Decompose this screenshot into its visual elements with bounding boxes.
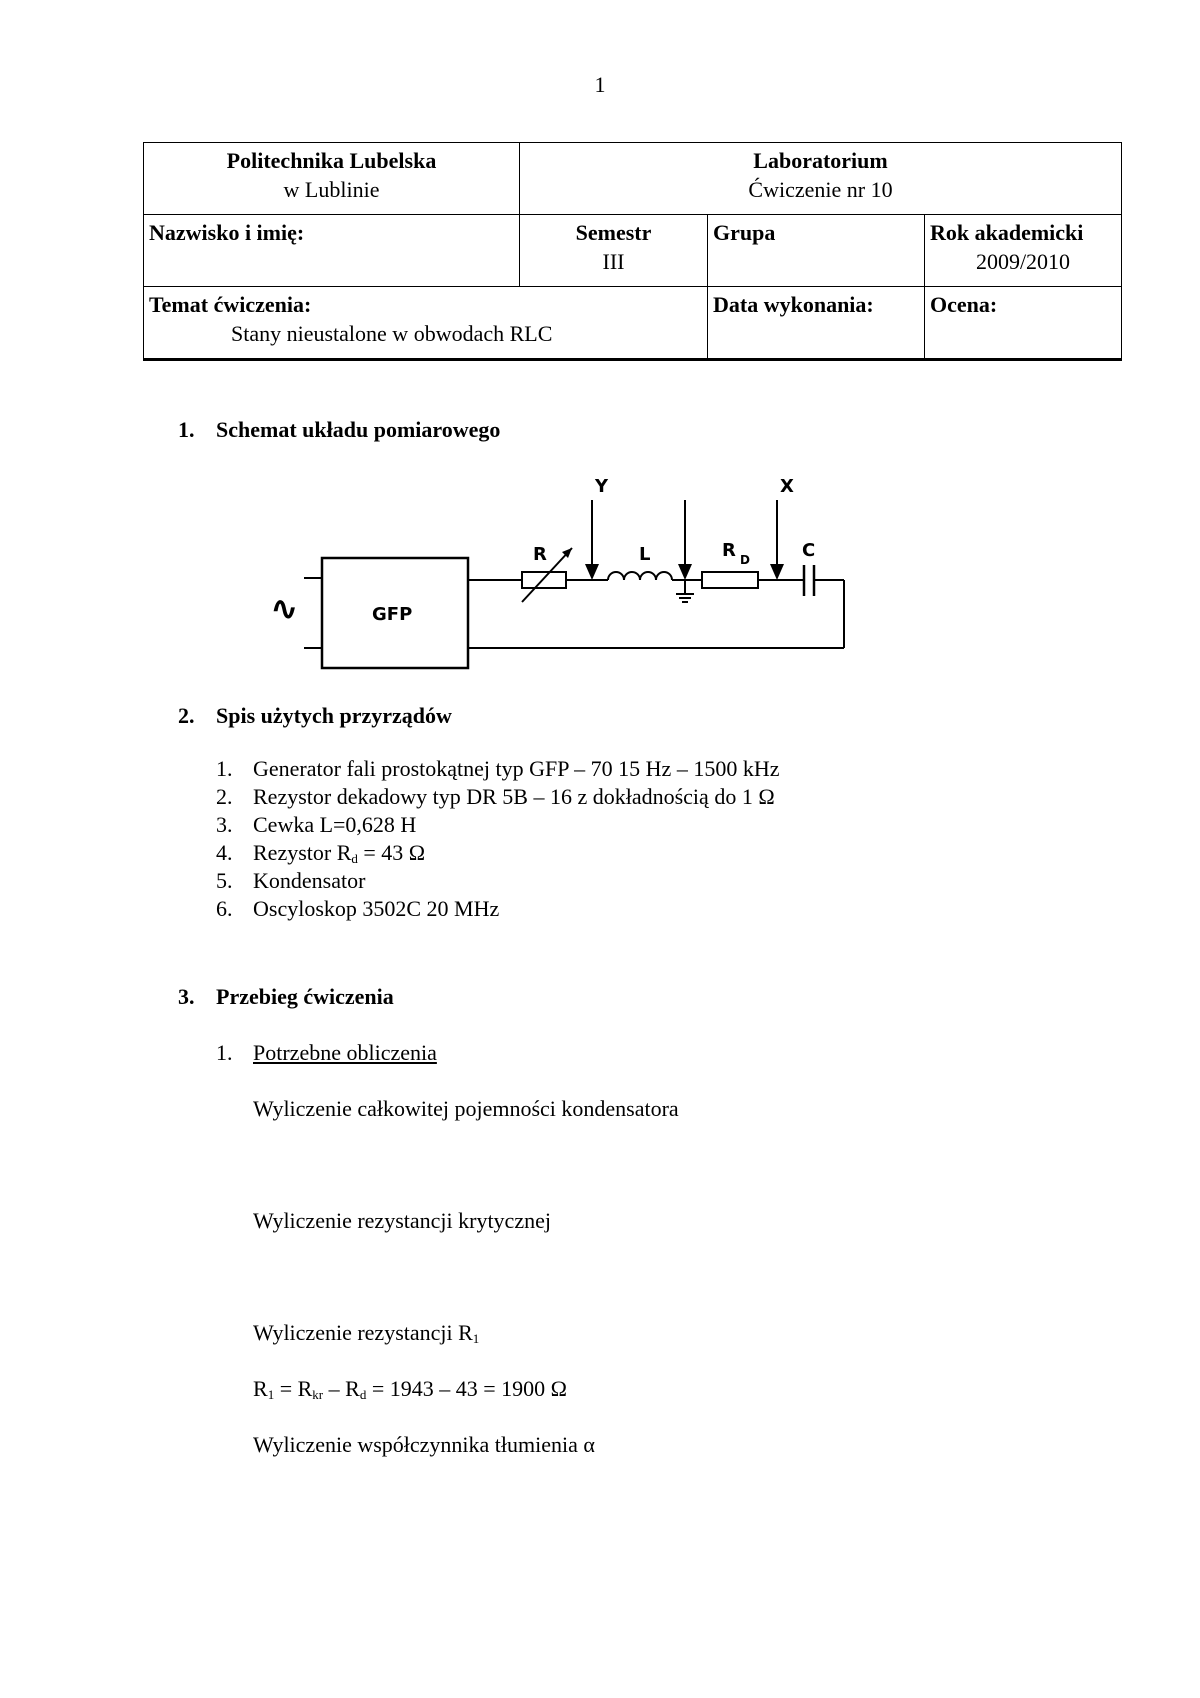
list-item: 3. Cewka L=0,628 H	[216, 812, 417, 837]
section-3-number: 3.	[178, 984, 195, 1009]
year-cell	[925, 215, 1122, 287]
list-item: 1. Generator fali prostokątnej typ GFP – 70 15 Hz – 1500 kHz	[216, 756, 780, 781]
date-cell	[708, 287, 925, 360]
grade-label: Ocena:	[930, 292, 998, 317]
calc-alpha-text: Wyliczenie współczynnika tłumienia α	[253, 1432, 595, 1457]
r-label: R	[533, 544, 547, 565]
inductor	[608, 572, 672, 580]
l-label: L	[639, 544, 651, 565]
section-2-number: 2.	[178, 703, 195, 728]
name-label: Nazwisko i imię:	[149, 220, 305, 245]
subsection-number: 1.	[216, 1040, 233, 1065]
year-label: Rok akademicki	[930, 220, 1084, 245]
topic-label: Temat ćwiczenia:	[149, 292, 312, 317]
section-2-heading	[178, 703, 452, 729]
semester-value: III	[602, 249, 625, 274]
date-label: Data wykonania:	[713, 292, 874, 317]
x-label: X	[780, 476, 794, 497]
resistor-rd	[702, 572, 758, 588]
semester-label: Semestr	[575, 220, 652, 245]
university-name: Politechnika Lubelska	[226, 148, 437, 173]
topic-value: Stany nieustalone w obwodach RLC	[231, 321, 553, 346]
section-1-heading	[178, 417, 500, 443]
page-number: 1	[594, 72, 606, 97]
generator-label: GFP	[372, 604, 413, 625]
rd-label: R	[722, 540, 736, 561]
lab-title: Laboratorium	[753, 148, 888, 173]
circuit-diagram	[270, 470, 870, 680]
list-item: 6. Oscyloskop 3502C 20 MHz	[216, 896, 500, 921]
lab-cell	[520, 143, 1122, 215]
header-table	[143, 142, 1121, 359]
c-label: C	[802, 540, 816, 561]
section-2-title: Spis użytych przyrządów	[216, 703, 452, 728]
list-item: 2. Rezystor dekadowy typ DR 5B – 16 z dokładnością do 1 Ω	[216, 784, 775, 809]
calc-capacitance-text: Wyliczenie całkowitej pojemności kondensatora	[253, 1096, 679, 1121]
list-item: 4. Rezystor $R_d = 43$ Ω	[216, 840, 426, 866]
year-value: 2009/2010	[975, 249, 1071, 274]
sine-source-symbol: ∿	[270, 589, 299, 629]
topic-cell	[144, 287, 708, 360]
variable-resistor	[522, 572, 566, 588]
subsection-heading	[216, 1040, 437, 1066]
subsection-title: Potrzebne obliczenia	[253, 1040, 437, 1065]
name-cell	[144, 215, 520, 287]
section-3-title: Przebieg ćwiczenia	[216, 984, 394, 1009]
instrument-list	[216, 755, 779, 923]
calc-critical-text: Wyliczenie rezystancji krytycznej	[253, 1208, 551, 1233]
rd-subscript: D	[740, 553, 750, 567]
variable-resistor-arrow	[522, 548, 572, 602]
section-1-number: 1.	[178, 417, 195, 442]
exercise-number: Ćwiczenie nr 10	[748, 177, 893, 202]
group-cell	[708, 215, 925, 287]
semester-cell	[520, 215, 708, 287]
calc-r1-text: Wyliczenie rezystancji $R_1$	[253, 1320, 480, 1346]
university-city: w Lublinie	[283, 177, 380, 202]
y-label: Y	[595, 476, 609, 497]
r1-equation: $R_1 = R_{kr} - R_d = 1943 - 43 = 1900$ Ω	[253, 1376, 567, 1402]
section-1-title: Schemat układu pomiarowego	[216, 417, 501, 442]
university-cell	[144, 143, 520, 215]
group-label: Grupa	[713, 220, 776, 245]
section-3-heading	[178, 984, 394, 1010]
list-item: 5. Kondensator	[216, 868, 366, 893]
grade-cell	[925, 287, 1122, 360]
